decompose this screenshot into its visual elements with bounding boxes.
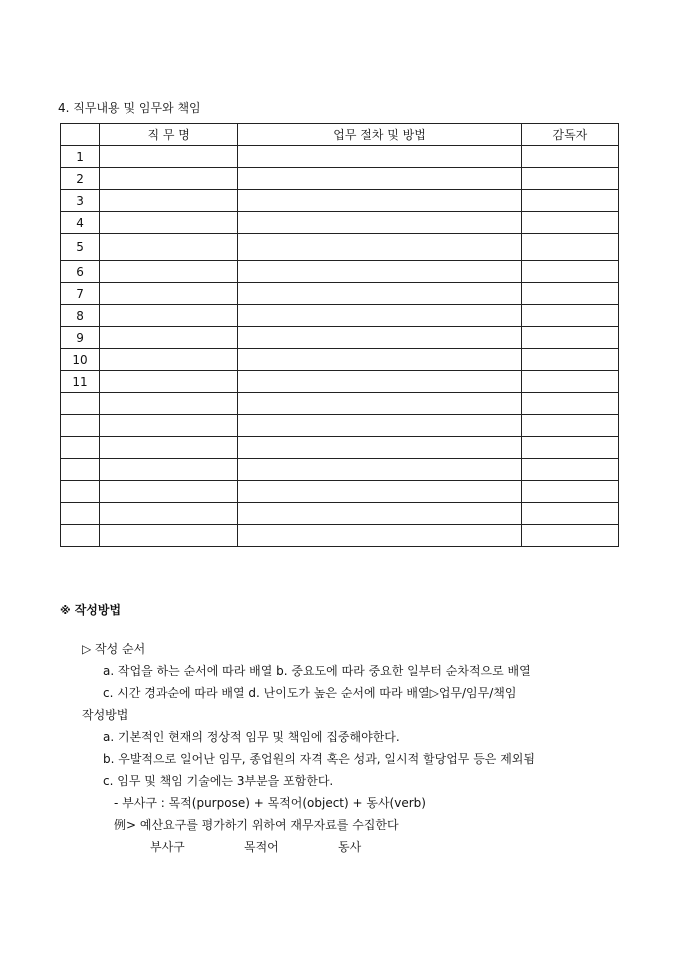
label-object: 목적어 (244, 840, 279, 854)
procedure-cell (238, 327, 522, 349)
row-number-cell: 9 (61, 327, 100, 349)
table-row (61, 190, 619, 212)
row-number-cell: 11 (61, 371, 100, 393)
duty-name-cell (100, 234, 238, 261)
duty-name-cell (100, 168, 238, 190)
table-row (61, 212, 619, 234)
order-line-c: c. 시간 경과순에 따라 배열 d. 난이도가 높은 순서에 따라 배열▷업무/임무/책임 (103, 686, 517, 700)
procedure-cell (238, 459, 522, 481)
duty-name-cell (100, 327, 238, 349)
row-number-cell: 10 (61, 349, 100, 371)
duty-name-cell (100, 371, 238, 393)
table-row (61, 305, 619, 327)
row-number-cell (61, 459, 100, 481)
supervisor-cell (521, 393, 618, 415)
supervisor-cell (521, 168, 618, 190)
row-number-cell: 5 (61, 234, 100, 261)
reference-mark-icon: ※ (60, 604, 71, 617)
procedure-cell (238, 393, 522, 415)
row-number-cell (61, 481, 100, 503)
row-number-cell: 6 (61, 261, 100, 283)
row-number-cell: 1 (61, 146, 100, 168)
supervisor-cell (521, 305, 618, 327)
table-row (61, 146, 619, 168)
method-title (60, 601, 121, 618)
procedure-cell (238, 212, 522, 234)
row-number-cell: 4 (61, 212, 100, 234)
supervisor-cell (521, 146, 618, 168)
table-row (61, 481, 619, 503)
supervisor-cell (521, 459, 618, 481)
duty-name-cell (100, 503, 238, 525)
table-header-row (61, 124, 619, 146)
duty-name-cell (100, 261, 238, 283)
header-number (61, 124, 100, 146)
table-row (61, 327, 619, 349)
order-line-a: a. 작업을 하는 순서에 따라 배열 b. 중요도에 따라 중요한 일부터 순차적으로 배열 (103, 664, 531, 678)
table-row (61, 261, 619, 283)
supervisor-cell (521, 234, 618, 261)
row-number-cell (61, 525, 100, 547)
duty-name-cell (100, 190, 238, 212)
duty-name-cell (100, 349, 238, 371)
table-row (61, 503, 619, 525)
supervisor-cell (521, 415, 618, 437)
row-number-cell: 8 (61, 305, 100, 327)
procedure-cell (238, 305, 522, 327)
header-duty-name: 직 무 명 (100, 124, 238, 146)
label-verb: 동사 (338, 840, 362, 854)
procedure-cell (238, 481, 522, 503)
table-row (61, 525, 619, 547)
duty-name-cell (100, 437, 238, 459)
row-number-cell (61, 415, 100, 437)
procedure-cell (238, 437, 522, 459)
rule-c: c. 임무 및 책임 기술에는 3부분을 포함한다. (103, 774, 334, 788)
duty-table (60, 123, 619, 547)
supervisor-cell (521, 525, 618, 547)
procedure-cell (238, 146, 522, 168)
table-row (61, 371, 619, 393)
example-line: 例> 예산요구를 평가하기 위하여 재무자료를 수집한다 (114, 818, 399, 832)
label-adverb: 부사구 (150, 840, 185, 854)
order-line-wrap: 작성방법 (82, 708, 129, 722)
supervisor-cell (521, 261, 618, 283)
duty-name-cell (100, 525, 238, 547)
duty-name-cell (100, 459, 238, 481)
supervisor-cell (521, 481, 618, 503)
row-number-cell: 2 (61, 168, 100, 190)
section-title: 4. 직무내용 및 임무와 책임 (58, 101, 201, 115)
supervisor-cell (521, 283, 618, 305)
procedure-cell (238, 415, 522, 437)
supervisor-cell (521, 503, 618, 525)
duty-name-cell (100, 393, 238, 415)
row-number-cell (61, 437, 100, 459)
header-procedure: 업무 절차 및 방법 (238, 124, 522, 146)
supervisor-cell (521, 212, 618, 234)
supervisor-cell (521, 437, 618, 459)
row-number-cell (61, 393, 100, 415)
table-row (61, 459, 619, 481)
procedure-cell (238, 261, 522, 283)
row-number-cell (61, 503, 100, 525)
formula-line: - 부사구 : 목적(purpose) + 목적어(object) + 동사(verb) (114, 796, 426, 810)
row-number-cell: 3 (61, 190, 100, 212)
rule-b: b. 우발적으로 일어난 임무, 종업원의 자격 혹은 성과, 일시적 할당업무 등은 제외됨 (103, 752, 535, 766)
procedure-cell (238, 371, 522, 393)
table-row (61, 393, 619, 415)
table-row (61, 168, 619, 190)
supervisor-cell (521, 349, 618, 371)
supervisor-cell (521, 327, 618, 349)
rule-a: a. 기본적인 현재의 정상적 임무 및 책임에 집중해야한다. (103, 730, 400, 744)
order-heading: ▷ 작성 순서 (82, 642, 146, 656)
header-supervisor: 감독자 (521, 124, 618, 146)
procedure-cell (238, 525, 522, 547)
table-row (61, 415, 619, 437)
duty-name-cell (100, 481, 238, 503)
table-row (61, 234, 619, 261)
row-number-cell: 7 (61, 283, 100, 305)
table-row (61, 437, 619, 459)
procedure-cell (238, 168, 522, 190)
duty-name-cell (100, 305, 238, 327)
procedure-cell (238, 503, 522, 525)
duty-name-cell (100, 283, 238, 305)
procedure-cell (238, 234, 522, 261)
duty-name-cell (100, 212, 238, 234)
table-row (61, 349, 619, 371)
table-row (61, 283, 619, 305)
procedure-cell (238, 283, 522, 305)
procedure-cell (238, 190, 522, 212)
duty-name-cell (100, 415, 238, 437)
method-title-text: 작성방법 (74, 603, 122, 617)
supervisor-cell (521, 371, 618, 393)
procedure-cell (238, 349, 522, 371)
supervisor-cell (521, 190, 618, 212)
duty-name-cell (100, 146, 238, 168)
